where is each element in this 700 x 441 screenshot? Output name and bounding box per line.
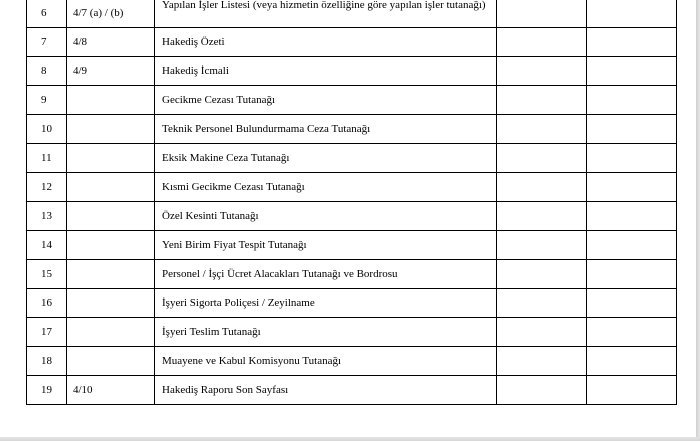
row-empty-cell [587, 0, 677, 28]
page-bottom-edge [0, 437, 700, 441]
table-row [27, 260, 677, 289]
row-empty-cell [587, 144, 677, 173]
table-row [27, 144, 677, 173]
row-empty-cell [587, 57, 677, 86]
row-number: 7 [27, 28, 67, 57]
row-empty-cell [497, 376, 587, 405]
row-number: 6 [27, 0, 67, 28]
row-reference: 4/7 (a) / (b) [67, 0, 155, 28]
row-reference: 4/9 [67, 57, 155, 86]
row-number: 17 [27, 318, 67, 347]
row-reference: 4/8 [67, 28, 155, 57]
row-empty-cell [497, 0, 587, 28]
row-reference [67, 115, 155, 144]
row-document-name: Eksik Makine Ceza Tutanağı [155, 144, 497, 173]
row-number: 11 [27, 144, 67, 173]
row-empty-cell [587, 318, 677, 347]
table-row [27, 289, 677, 318]
row-empty-cell [497, 202, 587, 231]
row-reference [67, 231, 155, 260]
row-empty-cell [497, 289, 587, 318]
row-empty-cell [587, 376, 677, 405]
row-reference [67, 202, 155, 231]
row-empty-cell [587, 289, 677, 318]
row-document-name: Hakediş Özeti [155, 28, 497, 57]
table-row [27, 231, 677, 260]
row-empty-cell [497, 347, 587, 376]
table-body [27, 0, 677, 405]
row-number: 9 [27, 86, 67, 115]
row-empty-cell [587, 173, 677, 202]
row-document-name: İşyeri Sigorta Poliçesi / Zeyilname [155, 289, 497, 318]
row-reference [67, 260, 155, 289]
row-reference [67, 86, 155, 115]
table-row [27, 57, 677, 86]
row-empty-cell [497, 173, 587, 202]
row-number: 12 [27, 173, 67, 202]
row-empty-cell [497, 144, 587, 173]
row-document-name: Muayene ve Kabul Komisyonu Tutanağı [155, 347, 497, 376]
row-number: 13 [27, 202, 67, 231]
table-row [27, 318, 677, 347]
document-list-table [26, 0, 677, 405]
row-reference [67, 318, 155, 347]
table-row [27, 202, 677, 231]
row-document-name: Hakediş Raporu Son Sayfası [155, 376, 497, 405]
row-reference: 4/10 [67, 376, 155, 405]
row-empty-cell [587, 115, 677, 144]
row-empty-cell [497, 86, 587, 115]
row-reference [67, 173, 155, 202]
row-reference [67, 289, 155, 318]
row-document-name: Gecikme Cezası Tutanağı [155, 86, 497, 115]
row-empty-cell [497, 231, 587, 260]
table-row [27, 173, 677, 202]
row-number: 16 [27, 289, 67, 318]
row-number: 15 [27, 260, 67, 289]
row-number: 10 [27, 115, 67, 144]
table-row [27, 86, 677, 115]
row-empty-cell [497, 28, 587, 57]
row-empty-cell [497, 318, 587, 347]
row-document-name: Hakediş İcmali [155, 57, 497, 86]
table-row [27, 0, 677, 28]
row-empty-cell [587, 347, 677, 376]
table-row [27, 115, 677, 144]
row-number: 8 [27, 57, 67, 86]
row-document-name: Özel Kesinti Tutanağı [155, 202, 497, 231]
table-row [27, 376, 677, 405]
row-document-name: İşyeri Teslim Tutanağı [155, 318, 497, 347]
table-row [27, 28, 677, 57]
row-document-name: Yapılan İşler Listesi (veya hizmetin özelliğine göre yapılan işler tutanağı) [155, 0, 497, 28]
row-document-name: Personel / İşçi Ücret Alacakları Tutanağı ve Bordrosu [155, 260, 497, 289]
row-empty-cell [587, 202, 677, 231]
row-reference [67, 347, 155, 376]
row-empty-cell [497, 115, 587, 144]
row-empty-cell [587, 260, 677, 289]
row-empty-cell [587, 28, 677, 57]
row-reference [67, 144, 155, 173]
row-empty-cell [497, 57, 587, 86]
row-empty-cell [587, 86, 677, 115]
row-document-name: Yeni Birim Fiyat Tespit Tutanağı [155, 231, 497, 260]
row-number: 14 [27, 231, 67, 260]
row-number: 18 [27, 347, 67, 376]
page-right-edge [696, 0, 700, 441]
row-document-name: Teknik Personel Bulundurmama Ceza Tutanağı [155, 115, 497, 144]
row-document-name: Kısmi Gecikme Cezası Tutanağı [155, 173, 497, 202]
row-empty-cell [497, 260, 587, 289]
row-number: 19 [27, 376, 67, 405]
row-empty-cell [587, 231, 677, 260]
table-row [27, 347, 677, 376]
